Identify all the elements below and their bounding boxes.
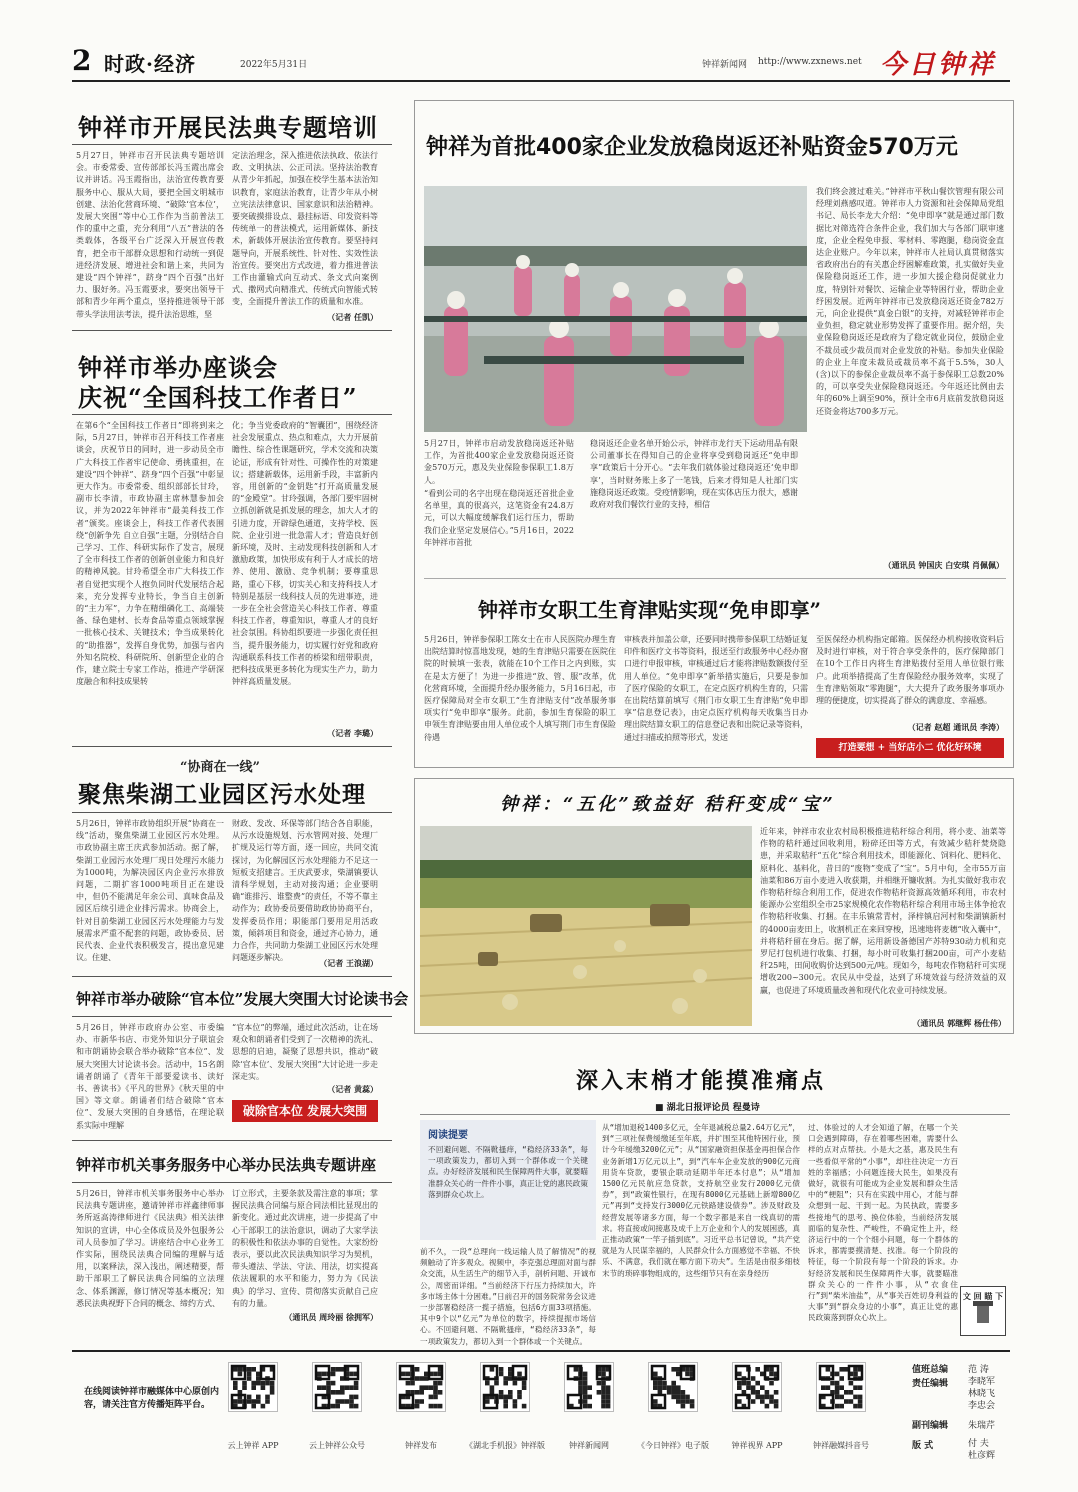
credit-name: 付 夫 杜彦辉	[968, 1439, 996, 1461]
article-column: 至医保经办机构指定邮箱。医保经办机构接收资料后及时进行审核，对于符合享受条件的，医疗保障部门在10个工作日内将生育津贴拨付至用人单位银行账户。此项举措提高了生育保险经办服务效率，实现了生育津贴领取“零跑腿”，大大提升了政务服务事项办理的便捷度，切实提高了群众的满意度、幸福感。	[816, 635, 1004, 706]
article-headline: 聚焦柴湖工业园区污水处理	[78, 781, 366, 808]
site-name: 钟祥新闻网	[702, 60, 748, 70]
article-column: 5月26日，钟祥参保职工陈女士在市人民医院办理生育出院结算时惊喜地发现，她的生育津贴只需要在医院住院的时候填一张表，就能在10个工作日之内到账，实在是太方便了！为进一步推进“放、管、服”改革，优化营商环境，全面提升经办服务能力，5月16日起，市医疗保障局对全市女职工“生育津贴支付”改革服务事项实行“免申即享”服务。此前，参加生育保险的职工申领生育津贴要由用人单位或个人填写荆门市生育保险待遇	[424, 635, 616, 742]
tower-icon	[963, 1301, 1003, 1323]
article-headline: 钟祥市举办座谈会	[78, 353, 278, 382]
qr-code-icon[interactable]	[564, 1362, 614, 1412]
article-body: 近年来，钟祥市农业农村局积极推进秸秆综合利用，将小麦、油菜等作物的秸秆通过回收利用，粉碎还田等方式，有效减少秸秆焚烧隐患，并采取秸秆“五化”综合利用技术，即能源化、饲料化、肥料化、原料化、基料化，昔日的“废物”变成了“宝”。5月中旬，全市55万亩油菜和86万亩小麦进入收获期，并相继开镰收割。为扎实做好我市农作物秸秆综合利用工作，促进农作物秸秆资源高效循环利用，市农村能源办公室组织全市25家规模化农作物秸秆综合利用市场主体争抢农作物秸秆收集、打捆。在丰乐镇常青村，泽梓镇启河村和柴湖镇新村的4000亩麦田上，收割机正在来回穿梭，迅速地将麦穗“收入囊中”，并将秸秆留在身后。据了解，运用新设备德国产苏特930动力机和克罗尼打包机进行收集、打捆，每小时可收集打捆200亩，可产小麦秸秆25吨，田间收购价达到500元/吨。现如今，每吨农作物秸秆可实现增收200~300元。农民从中受益，达到了环境效益与经济效益的双赢，也促进了环境质量改善和现代化农业可持续发展。	[760, 827, 1006, 995]
article-headline: 钟祥市机关事务服务中心举办民法典专题讲座	[76, 1156, 377, 1174]
article-column: 5月26日，钟祥市政协组织开展“协商在一线”活动，聚焦柴湖工业园区污水处理。市政协副主席王庆武参加活动。据了解，柴湖工业园污水处理厂现日处理污水能力为1000吨，为解决园区内企业污水排放问题，二期扩容1000吨项目正在建设中，但仍不能满足年余公司、真味食品及园区后续引进企业排污需求。协商会上，针对目前柴湖工业园区污水处理能力与发展需求严重不配套的问题，政协委员、居民代表、企业代表积极发言，提出意见建议。住建、	[76, 819, 224, 963]
footer-note: 在线阅读钟祥市融媒体中心原创内容，请关注官方传播矩阵平台。	[84, 1387, 220, 1410]
photo-caption: 5月27日，钟祥市启动发放稳岗返还补贴工作，为首批400家企业发放稳岗返还资金570万元，惠及失业保险参保职工1.8万人。	[424, 439, 574, 485]
footer-rule	[72, 1350, 1010, 1352]
square-icon: ■	[655, 1103, 667, 1113]
credit-role: 版 式	[912, 1441, 934, 1451]
article-headline: 钟祥市开展民法典专题培训	[78, 113, 378, 142]
photo-factory-workers	[424, 186, 807, 432]
qr-code-label: 钟祥视界 APP	[731, 1441, 783, 1450]
credits-block	[912, 1362, 1012, 1482]
qr-code-label: 钟祥新闻网	[569, 1441, 609, 1450]
divider	[72, 414, 392, 415]
article-column: 订立形式，主要条款及需注意的事项；掌握民法典合同编与原合同法相比显现出的新变化。通过此次讲座，进一步提高了中心干部职工的法治意识，调动了大家学法的积极性和依法办事的自觉性。大家纷纷表示，要以此次民法典知识学习为契机，带头遵法、学法、守法、用法，切实提高依法履职的水平和能力，努力为《民法典》的学习、宣传、贯彻落实贡献自己应有的力量。	[232, 1189, 378, 1308]
qr-code-icon[interactable]	[312, 1362, 362, 1412]
section-name: 时政·经济	[104, 52, 196, 76]
article-column: “官本位”的弊端，通过此次活动，让在场观众和朗诵者们受到了一次精神的洗礼、思想的启迪，凝聚了思想共识，推动“破除‘官本位’、发展大突围”大讨论进一步走深走实。	[232, 1023, 378, 1081]
article-column: 定法治理念，深入推进依法执政、依法行政、文明执法、公正司法。坚持法治教育从青少年抓起，加强在校学生基本法治知识教育，家庭法治教育，让青少年从小树立宪法法律意识、国家意识和法治精神。要突破摸排设点、悬挂标语、印发资料等传统单一的普法模式，运用新媒体、新技术，新载体开展法治宣传教育。要坚持问题导向，开展系统性、针对性、实效性法治宣传。要突出方式改进，着力推进普法工作由灌输式向互动式、条文式向案例式、撒网式向精准式、传统式向智能式转变，全面提升普法工作的质量和水准。	[232, 151, 378, 307]
credit-name: 范 涛	[968, 1365, 989, 1375]
byline: （记者 任凯）	[327, 312, 378, 322]
qr-code-icon[interactable]	[480, 1362, 530, 1412]
summary-box	[420, 1120, 596, 1240]
issue-date: 2022年5月31日	[240, 60, 308, 70]
divider	[72, 330, 392, 331]
summary-text: 不回避问题、不隔靴搔痒，“稳经济33条”，每一项政策发力，都切入到一个群体或一个关键点。办好经济发展和民生保障两件大事，就要瞄准群众关心的一件件小事，真正让党的惠民政策落到群众心坎上。	[428, 1145, 588, 1199]
qr-code-icon[interactable]	[228, 1362, 278, 1412]
byline: （通讯员 周玲丽 徐拥军）	[284, 1312, 378, 1322]
credit-name: 朱瑞芹	[968, 1421, 996, 1431]
article-author	[655, 1100, 760, 1113]
credit-role: 值班总编	[912, 1365, 949, 1375]
credit-name: 李晓军 林晓飞 李忠会	[968, 1377, 996, 1411]
site-url: http://www.zxnews.net	[758, 57, 862, 67]
credit-role: 副刊编辑	[912, 1421, 949, 1431]
article-column: 过、体验过的人才会知道了解，在哪一个关口会遇到障碍，存在着哪些困难，需要什么样的点对点帮扶。小是大之基，惠及民生有一些看似平常的“小事”，却往往决定一方百姓的幸福感；小问题连接大民生，如果没有做好，就很有可能成为企业发展和群众生活中的“梗阻”；只有在实践中用心，才能与群众想到一起、干到一起。为民执政，需要多些接地气的思考、换位体验，当前经济发展面临的复杂性、严峻性，不确定性上升，经济运行中的一个个细小问题，每一个群体的诉求，都需要摸清楚、找准。每一个阶段的特征，每一个阶段有每一个阶段的诉求。办好经济发展和民生保障两件大事，就要瞄准群众关心的一件件小事，从“衣食住行”到“柴米油盐”，从“事关百姓切身利益的大事”到“群众身边的小事”，真正让党的惠民政策落到群众心坎上。	[808, 1123, 958, 1323]
masthead-rule	[72, 80, 1010, 82]
divider	[72, 1016, 392, 1017]
article-column: 在第6个“全国科技工作者日”即将到来之际，5月27日，钟祥市召开科技工作者座谈会，庆祝节日的同时，进一步动员全市广大科技工作者牢记使命、勇挑重担，在建设“四个钟祥”、跻身“四个百强”中彰显更大作为。市委常委、组织部部长甘玲，副市长李清，市政协副主席林慧参加会议，并为2022年钟祥市“最美科技工作者”颁奖。座谈会上，科技工作者代表围绕“创新争先 自立自强”主题，分别结合自己学习、工作、科研实际作了发言，展现了全市科技工作者的创新创业能力和良好的精神风貌。甘玲希望全市广大科技工作者自觉把实现个人抱负同时代发展结合起来，充分发挥专业特长，争当自主创新的“主力军”，力争在精细磷化工、高端装备、绿色建材、长寿食品等重点领域掌握一批核心技术、关键技术；争当成果转化的“助推器”，发挥自身优势，加强与省内外知名院校、科研院所、创新型企业的合作，建立院士专家工作站，推进产学研深度融合和科技成果转	[76, 421, 224, 687]
qr-code-icon[interactable]	[816, 1362, 866, 1412]
qr-code-icon[interactable]	[732, 1362, 782, 1412]
article-headline: 钟祥市女职工生育津贴实现“免申即享”	[478, 598, 822, 622]
article-column: 财政、发改、环保等部门结合各自职能，从污水设施规划、污水管网对接、处理厂扩规及运行等方面，逐一回应，共同交流探讨，为化解园区污水处理能力不足这一短板支招建言。王庆武要求，柴湖镇要认清科学规划，主动对接沟通；企业要明确“谁排污、谁整费”的责任，不等不靠主动作为；政协委员要借助政协协商平台，发挥委员作用；职能部门要用足用活政策，倾斜项目和资金，通过齐心协力，通力合作，共同助力柴湖工业园区污水处理问题逐步解决。	[232, 819, 378, 963]
photo-harvest-field	[420, 826, 752, 1026]
byline: （通讯员 钟国庆 白安琪 肖佩佩）	[883, 560, 1004, 570]
divider	[424, 578, 1006, 579]
divider	[72, 1140, 392, 1141]
article-column: 5月26日，钟祥市机关事务服务中心举办民法典专题讲座，邀请钟祥市祥鑫律师事务所返高涛律师进行《民法典》相关法律知识的宣讲，中心全体成员及外包服务公司人员参加了学习。讲座结合中心业务工作实际，围绕民法典合同编的理解与适用，以案释法，深入浅出，阐述精要，帮助干部职工了解民法典合同编的立法理念、体系渊源，修订情况等基本概况；知悉民法典视野下合同的概念、缔约方式、	[76, 1189, 224, 1308]
page-number: 2	[72, 44, 92, 77]
article-column: “看到公司的名字出现在稳岗返还首批企业名单里，真的很高兴，这笔资金有24.8万元，可以大幅度缓解我们运行压力，帮助我们企业坚定发展信心。”5月16日，2022年钟祥市首批	[424, 489, 574, 547]
byline: （记者 王浪湖）	[319, 958, 378, 968]
article-column: 前不久，一段“总理向一线运输人员了解情况”的视频触动了许多观众。视频中，李克强总理面对面与群众交流，从生活生产的细节入手，剖析问题、开诚布公，周密而详细。“当前经济下行压力持续加大，许多市场主体十分困难。”日前召开的国务院常务会议进一步部署稳经济一揽子措施，包括6方面33项措施。其中9个以“亿元”为单位的数字，持续提振市场信心。不回避问题、不隔靴搔痒，“稳经济33条”，每一项政策发力，都切入到一个群体或一个关键点。	[420, 1247, 596, 1346]
column-stamp	[960, 1286, 1006, 1336]
newspaper-logo: 今日钟祥	[880, 50, 997, 80]
qr-code-icon[interactable]	[396, 1362, 446, 1412]
byline: （记者 赵超 通讯员 李涛）	[907, 722, 1004, 732]
summary-title: 阅读提要	[428, 1130, 468, 1141]
qr-code-label: 云上钟祥 APP	[227, 1441, 279, 1450]
article-headline: 钟祥：“五化”致益好 秸秆变成“宝”	[500, 794, 836, 815]
divider	[72, 812, 392, 813]
byline: （记者 黄蕊）	[327, 1084, 378, 1094]
divider	[420, 1114, 1010, 1115]
qr-code-icon[interactable]	[648, 1362, 698, 1412]
qr-code-label: 《湖北手机报》钟祥版	[465, 1441, 545, 1450]
article-column: 化；争当党委政府的“智囊团”，围绕经济社会发展重点、热点和难点，大力开展前瞻性、综合性课题研究，学术交流和决策论证，形成有针对性、可操作性的对策建议；搭建新载体，运用新手段，丰富新内容，用创新的“金钥匙”打开高质量发展的“金殿堂”。甘玲强调，各部门要牢固树立抓创新就是抓发展的理念，加大人才的引进力度，开辟绿色通道，支持学校、医院、企业引进一批急需人才；营造良好创新环境，及时、主动发现科技创新和人才激励政策，加快形成有利于人才成长的培养、使用、激励、竞争机制；要尊重思路，重心下移，切实关心和支持科技人才特别是基层一线科技人员的先进事迹，进一步在全社会营造关心科技工作者、尊重科技工作者，尊重知识，尊重人才的良好社会氛围。科协组织要进一步强化责任担当，提升服务能力，切实履行好党和政府沟通联系科技工作者的桥梁和纽带职责，把科技成果更多转化为现实生产力，助力钟祥高质量发展。	[232, 421, 378, 687]
qr-code-label: 钟祥发布	[405, 1441, 437, 1450]
divider	[72, 746, 392, 747]
masthead	[72, 38, 1010, 78]
divider	[72, 144, 392, 145]
article-headline: 钟祥市举办破除“官本位”发展大突围大讨论读书会	[76, 990, 409, 1008]
article-column: 从“增加退税1400多亿元，全年退减税总量2.64万亿元”，到“三项社保费缓缴延至年底，并扩围至其他特困行业，预计今年缓缴3200亿元”；从“国家融资担保基金再担保合作业务新增1万亿元以上”，到“汽车车企业发放的900亿元商用货车贷款，要银企联动延期半年还本付息”；从“增加1500亿元民航应急贷款，支持航空业发行2000亿元债券”，到“政策性银行，在现有8000亿元基础上新增800亿元”再到“支持发行3000亿元铁路建设债券”。涉及财政及经营发展等诸多方面，每一个数字都是来自一线真切的需求。将直接或间接惠及成千上万企业和个人的发展困惑，真正推动政策“一竿子插到底”。习近平总书记曾说，“共产党就是为人民谋幸福的，人民群众什么方面感觉不幸福、不快乐、不满意，我们就在哪方面下功夫”。生活是由很多细枝末节的琐碎事物组成的，这些细节只有在亲身经历	[602, 1123, 800, 1278]
article-kicker: “协商在一线”	[180, 760, 260, 775]
author-name: 湖北日报评论员 程曼诗	[666, 1103, 760, 1113]
slogan-banner: 破除官本位 发展大突围	[232, 1100, 378, 1122]
slogan-banner: 打造要想 + 当好店小二 优化好环境	[816, 738, 1004, 758]
byline: （通讯员 郭继辉 杨仕伟）	[912, 1018, 1006, 1028]
article-column: 5月26日，钟祥市政府办公室、市委编办、市新华书店、市党外知识分子联谊会和市朗诵协会联合举办破除“官本位”、发展大突围大讨论读书会。活动中，15名朗诵者朗诵了《青年干部要爱读书、读好书、善读书》《平凡的世界》《秋天里的中国》等文章。朗诵者们结合破除“官本位”、发展大突围的自身感悟，在理论联系实际中理解	[76, 1023, 224, 1130]
byline: （记者 李璐）	[327, 728, 378, 738]
credit-role: 责任编辑	[912, 1379, 949, 1389]
article-headline: 钟祥为首批400家企业发放稳岗返还补贴资金570万元	[426, 135, 958, 160]
article-headline: 深入末梢才能摸准痛点	[576, 1068, 827, 1094]
qr-code-label: 《今日钟祥》电子版	[637, 1441, 709, 1450]
article-column: 稳岗返还企业名单开始公示，钟祥市龙行天下运动用品有限公司董事长在得知自己的企业将享受到稳岗返还“免申即享”政策后十分开心。“去年我们就体验过稳岗返还‘免申即享’，当时财务账上多了一笔钱，后来才得知是人社部门实施稳岗返还政策。受疫情影响，现在实体店压力很大，感谢政府对我们餐饮行业的支持，相信	[590, 439, 798, 510]
article-column: 5月27日，钟祥市召开民法典专题培训会。市委常委、宣传部部长冯玉霞出席会议并讲话。冯玉霞指出，法治宣传教育要服务中心、服从大局，要把全国文明城市创建、法治化营商环境、“破除‘官本位’，发展大突围”等中心工作作为当前普法工作的重中之重，充分利用“八五”普法的各类载体，各级平台广泛深入开展宣传教育，把全市干部群众思想和行动统一到促进经济发展、增进社会和谐上来，共同为建设“四个钟祥”，跻身“四个百强”出好力、服好务。冯玉霞要求，要突出领导干部和青少年两个重点，坚持推进领导干部带头学法用法考法，提升法治思维，坚	[76, 151, 224, 319]
article-headline: 庆祝“全国科技工作者日”	[78, 383, 358, 412]
article-column: 我们终会渡过难关。”钟祥市平秋山餐饮管理有限公司经理刘燕感叹道。钟祥市人力资源和社会保障局党组书记、局长李龙大介绍：“免申即享”就是通过部门数据比对筛选符合条件企业，我们加大与各部门联审速度，企业全程免申报、零材料、零跑腿，稳岗资金直达企业账户。今年以来，钟祥市人社局认真贯彻落实省政府出台的有关惠企纾困解难政策，扎实做好失业保险稳岗返还工作，进一步加大援企稳岗促就业力度，特别针对餐饮、运输企业等特困行业，帮助企业纾困发展。近两年钟祥市已发放稳岗返还资金782万元，向企业提供“真金白银”的支持，对减轻钟祥市企业负担，稳定就业形势发挥了重要作用。据介绍，失业保险稳岗返还是政府为了稳定就业岗位，鼓励企业不裁员或少裁员而对企业发放的补贴。参加失业保险的企业上年度未裁员或裁员率不高于5.5%，30人(含)以下的参保企业裁员率不高于参保职工总数20%的，可以享受失业保险稳岗返还。今年返还比例由去年的60%上调至90%，预计全市6月底前发放稳岗返还资金将达700多万元。	[816, 187, 1004, 416]
qr-code-label: 云上钟祥公众号	[309, 1441, 365, 1450]
article-column: 审核表并加盖公章，还要同时携带参保职工结婚证复印件和医疗文书等资料，报送至行政服务中心经办窗口进行申报审核，审核通过后才能将津贴数额拨付至用人单位。“免申即享”新举措实施后，只要是参加了医疗保险的女职工，在定点医疗机构生育的，只需在出院结算前填写《荆门市女职工生育津贴“免申即享”信息登记表》，由定点医疗机构每天收集当日办理出院结算女职工的信息登记表和出院记录等资料，通过扫描或拍照等形式，发送	[624, 635, 808, 742]
divider	[72, 1182, 392, 1183]
qr-code-label: 钟祥融媒抖音号	[813, 1441, 869, 1450]
stamp-text: 文 回 瞄 下	[962, 1291, 1004, 1301]
divider	[72, 976, 392, 977]
